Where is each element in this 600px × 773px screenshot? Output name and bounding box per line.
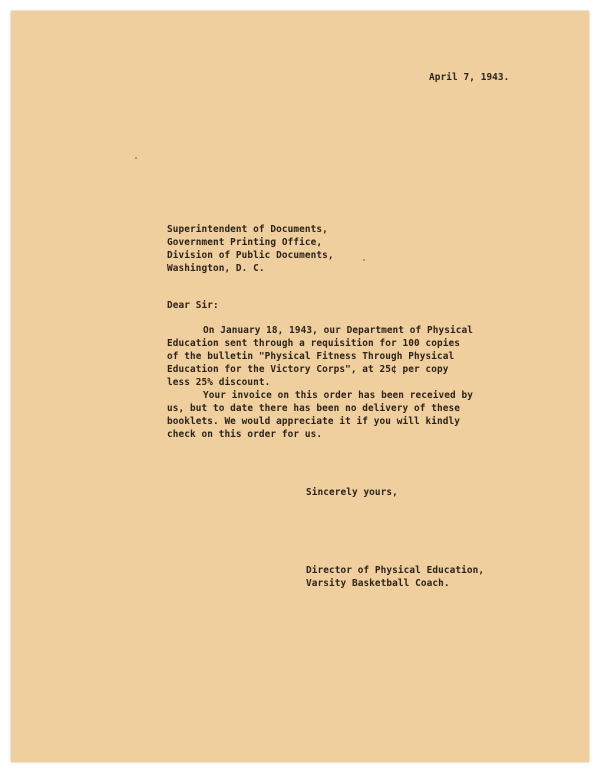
recipient-line: Washington, D. C. <box>167 263 265 274</box>
letter-date: April 7, 1943. <box>429 72 510 83</box>
recipient-line: Government Printing Office, <box>167 237 323 248</box>
paragraph-line: Education for the Victory Corps", at 25¢ per copy <box>167 364 449 375</box>
paragraph-line: Your invoice on this order has been received by <box>203 390 473 401</box>
paragraph-line: of the bulletin "Physical Fitness Through Physical <box>167 351 455 362</box>
paragraph-line: On January 18, 1943, our Department of Physical <box>203 325 473 336</box>
signature-line: Director of Physical Education, <box>306 565 485 576</box>
signature-line: Varsity Basketball Coach. <box>306 578 450 589</box>
recipient-address <box>167 223 334 275</box>
body-paragraph-2 <box>167 389 473 441</box>
letter-page <box>11 11 589 762</box>
recipient-line: Superintendent of Documents, <box>167 224 328 235</box>
paragraph-line: check on this order for us. <box>167 429 323 440</box>
signature-block <box>306 564 484 590</box>
body-paragraph-1 <box>167 324 473 389</box>
paper-speck <box>363 259 365 261</box>
paragraph-line: booklets. We would appreciate it if you will kindly <box>167 416 460 427</box>
complimentary-closing: Sincerely yours, <box>306 487 398 498</box>
recipient-line: Division of Public Documents, <box>167 250 334 261</box>
paragraph-line: Education sent through a requisition for 100 copies <box>167 338 460 349</box>
salutation: Dear Sir: <box>167 300 219 311</box>
paper-speck <box>135 157 137 159</box>
paragraph-line: less 25% discount. <box>167 377 271 388</box>
paragraph-line: us, but to date there has been no delivery of these <box>167 403 460 414</box>
